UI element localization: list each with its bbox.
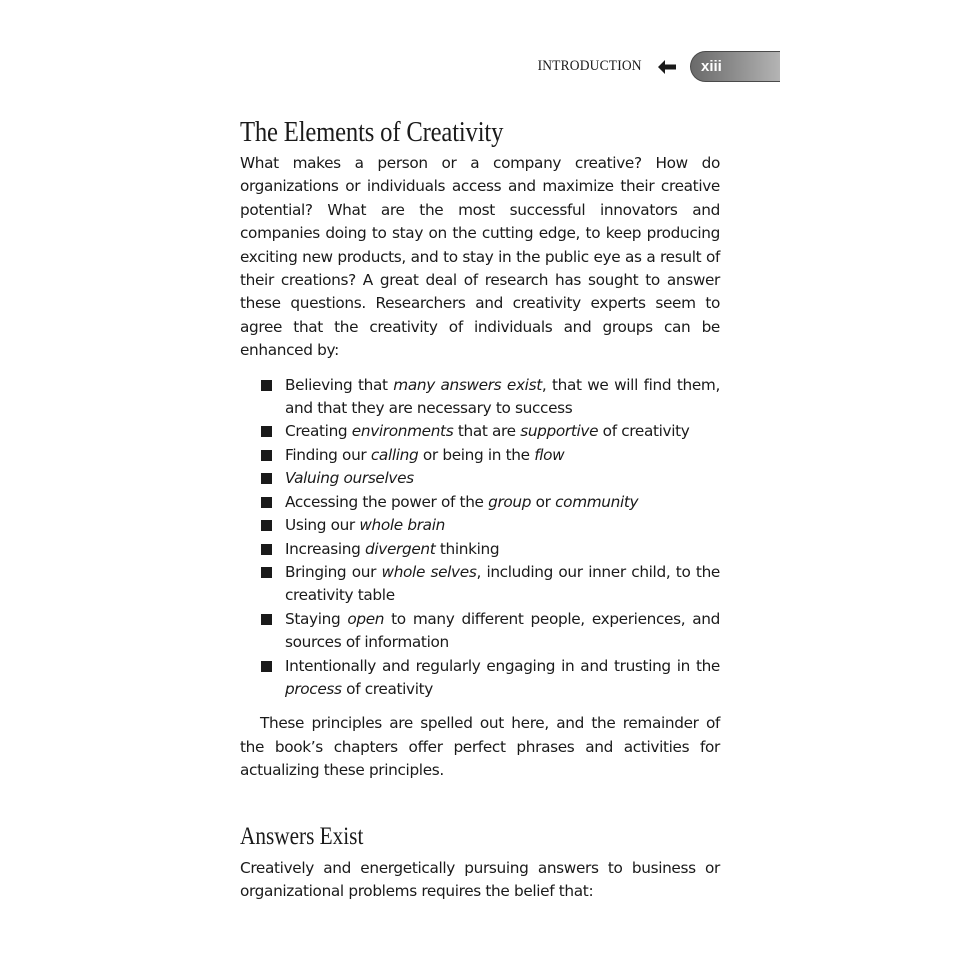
list-item-text: Believing that [285,375,394,394]
running-head [526,51,780,82]
closing-paragraph: These principles are spelled out here, and the remainder of the book’s chapters offer perfect phrases and activities for actualizing these principles. [240,714,720,780]
list-item-text: that are [453,422,521,441]
list-item [260,655,720,702]
square-bullet-icon [261,380,272,391]
list-item-text: to many different people, experiences, and sources of information [285,609,720,652]
emphasis-text: whole selves [381,562,477,581]
list-item-text: Staying [285,609,348,628]
page-body [240,112,720,903]
list-item [260,491,720,514]
square-bullet-icon [261,497,272,508]
subsection-paragraph: Creatively and energetically pursuing answers to business or organizational problems requires the belief that: [240,858,720,900]
emphasis-text: supportive [520,422,599,441]
list-item [260,374,720,421]
list-item-text: , that we will find them, and that they are necessary to success [285,375,720,418]
list-item [260,444,720,467]
list-item-text: or being in the [418,445,535,464]
emphasis-text: many answers exist [393,375,542,394]
list-item [260,420,720,443]
emphasis-text: group [488,492,532,511]
list-item-text: Bringing our [285,562,382,581]
square-bullet-icon [261,426,272,437]
list-item [260,561,720,608]
emphasis-text: whole brain [359,516,445,535]
list-item-text: Accessing the power of the [285,492,489,511]
emphasis-text: Valuing ourselves [285,469,414,488]
square-bullet-icon [261,661,272,672]
list-item [260,538,720,561]
emphasis-text: community [555,492,639,511]
square-bullet-icon [261,520,272,531]
list-item-text: of creativity [598,422,690,441]
emphasis-text: environments [351,422,454,441]
running-head-section: INTRODUCTION [537,58,642,74]
subsection-heading: Answers Exist [240,822,364,850]
list-item-text: Using our [285,516,360,535]
list-item [260,514,720,537]
principles-list [240,374,720,702]
page-number: xiii [701,58,722,75]
left-arrow-icon [658,60,676,74]
emphasis-text: flow [534,445,565,464]
list-item-text: Creating [285,422,352,441]
list-item-text: Increasing [285,539,365,558]
square-bullet-icon [261,567,272,578]
list-item-text: of creativity [341,679,433,698]
square-bullet-icon [261,614,272,625]
square-bullet-icon [261,450,272,461]
emphasis-text: calling [370,445,419,464]
intro-paragraph: What makes a person or a company creative? How do organizations or individuals access and maximize their creative potential? What are the most successful innovators and companies doing to stay on the cutting edge, to keep producing exciting new products, and to stay in the public eye as a result of their creations? A great deal of research has sought to answer these questions. Researchers and creativity experts seem to agree that the creativity of individuals and groups can be enhanced by: [240,154,720,360]
section-heading: The Elements of Creativity [240,116,504,148]
list-item [260,608,720,655]
list-item-text: , including our inner child, to the creativity table [285,562,720,605]
emphasis-text: open [347,609,385,628]
list-item-text: Intentionally and regularly engaging in and trusting in the [285,656,720,675]
list-item-text: or [531,492,556,511]
emphasis-text: divergent [365,539,436,558]
list-item-text: Finding our [285,445,371,464]
list-item [260,467,720,490]
page-number-tab [690,51,780,82]
emphasis-text: process [285,679,342,698]
square-bullet-icon [261,473,272,484]
list-item-text: thinking [435,539,500,558]
square-bullet-icon [261,544,272,555]
